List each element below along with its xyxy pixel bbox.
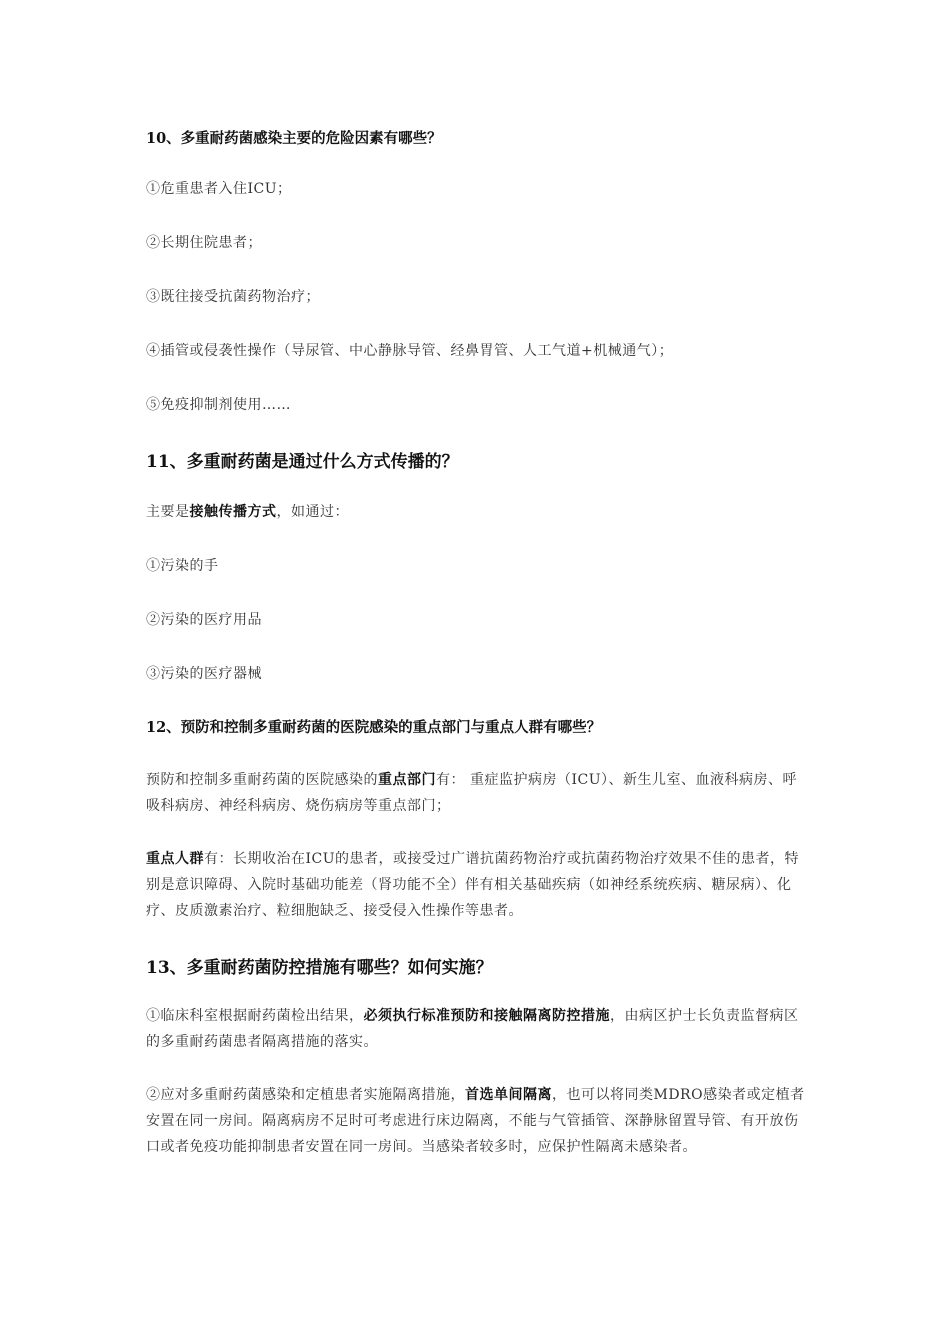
q12-p1-emphasis: 重点部门 [378,772,436,788]
q11-intro-tail: ，如通过： [276,504,349,520]
q12-p2-tail: 有：长期收治在ICU的患者，或接受过广谱抗菌药物治疗或抗菌药物治疗效果不佳的患者，特别是意识障碍、入院时基础功能差（肾功能不全）伴有相关基础疾病（如神经系统疾病、糖尿病）、化疗、皮质激素治疗、粒细胞缺乏、接受侵入性操作等患者。 [146,851,800,919]
q10-item-2: ②长期住院患者； [146,235,262,251]
q13-paragraph-2 [146,1082,811,1160]
q13-p1-emphasis: 必须执行标准预防和接触隔离防控措施 [363,1008,610,1024]
q11-intro-emphasis: 接触传播方式 [189,504,277,520]
q12-heading: 12、预防和控制多重耐药菌的医院感染的重点部门与重点人群有哪些？ [146,719,602,736]
q12-paragraph-2 [146,846,811,924]
q13-p2-tail: ，也可以将同类MDRO感染者或定植者安置在同一房间。隔离病房不足时可考虑进行床边隔离，不能与气管插管、深静脉留置导管、有开放伤口或者免疫功能抑制患者安置在同一房间。当感染者较多时，应保护性隔离未感染者。 [146,1087,805,1155]
q13-paragraph-1 [146,1003,811,1055]
q10-item-1: ①危重患者入住ICU； [146,181,292,197]
q10-item-4: ④插管或侵袭性操作（导尿管、中心静脉导管、经鼻胃管、人工气道+机械通气）； [146,343,674,359]
q11-intro [146,499,811,525]
q10-item-5: ⑤免疫抑制剂使用…… [146,397,291,413]
q13-p1-text: ①临床科室根据耐药菌检出结果， [146,1008,364,1024]
q13-p2-emphasis: 首选单间隔离 [465,1087,552,1103]
q10-heading: 10、多重耐药菌感染主要的危险因素有哪些？ [146,130,442,147]
q11-intro-text: 主要是 [146,504,190,520]
q12-p2-emphasis: 重点人群 [146,851,204,867]
q11-item-3: ③污染的医疗器械 [146,666,262,682]
q12-paragraph-1 [146,767,811,819]
q13-heading: 13、多重耐药菌防控措施有哪些？如何实施？ [146,958,493,978]
q12-p1-tail: 有： 重症监护病房（ICU）、新生儿室、血液科病房、呼吸科病房、神经科病房、烧伤病房等重点部门； [146,772,797,814]
q13-p1-tail: ，由病区护士长负责监督病区的多重耐药菌患者隔离措施的落实。 [146,1008,799,1050]
q13-p2-text: ②应对多重耐药菌感染和定植患者实施隔离措施， [146,1087,465,1103]
q12-p1-text: 预防和控制多重耐药菌的医院感染的 [146,772,378,788]
q10-item-3: ③既往接受抗菌药物治疗； [146,289,320,305]
q11-item-1: ①污染的手 [146,558,219,574]
q11-heading: 11、多重耐药菌是通过什么方式传播的？ [146,452,459,472]
q11-item-2: ②污染的医疗用品 [146,612,262,628]
